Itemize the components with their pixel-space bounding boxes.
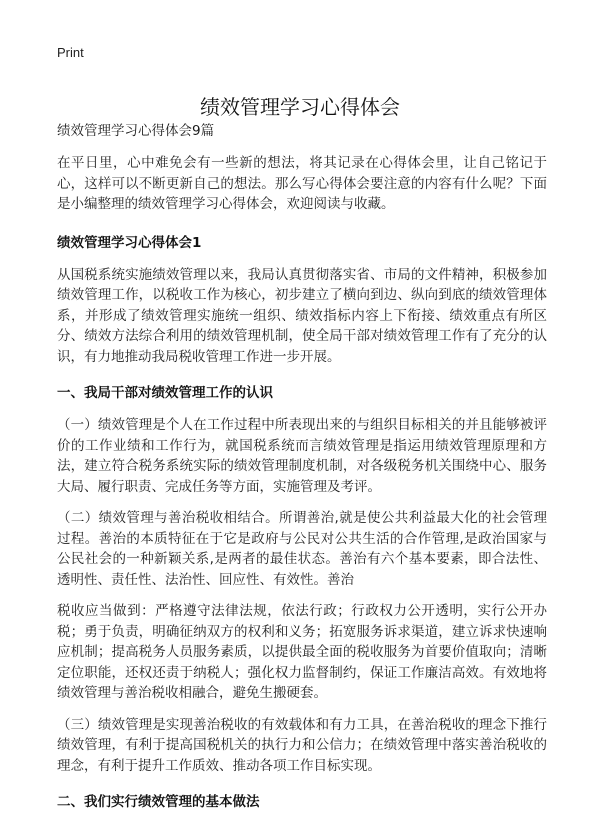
part2-heading: 二、我们实行绩效管理的基本做法 (57, 794, 260, 810)
document-subtitle: 绩效管理学习心得体会9篇 (57, 123, 215, 139)
section-heading-1: 绩效管理学习心得体会1 (57, 234, 202, 251)
part1-item-2: （二）绩效管理与善治税收相结合。所谓善治,就是使公共利益最大化的社会管理过程。善治的本质特征在于它是政府与公民对公共生活的合作管理,是政治国家与公民社会的一种新颖关系,是两者的最佳状态。善治有六个基本要素，即合法性、透明性、责任性、法治性、回应性、有效性。善治 (57, 510, 547, 588)
part1-item-3: （三）绩效管理是实现善治税收的有效载体和有力工具，在善治税收的理念下推行绩效管理，有利于提高国税机关的执行力和公信力；在绩效管理中落实善治税收的理念，有利于提升工作质效、推动各项工作目标实现。 (57, 716, 547, 774)
print-link[interactable]: Print (57, 45, 84, 60)
article-body (57, 121, 547, 824)
part1-item-1: （一）绩效管理是个人在工作过程中所表现出来的与组织目标相关的并且能够被评价的工作业绩和工作行为，就国税系统而言绩效管理是指运用绩效管理原理和方法，建立符合税务系统实际的绩效管理制度机制，对各级税务机关围绕中心、服务大局、履行职责、完成任务等方面，实施管理及考评。 (57, 417, 547, 495)
part1-item-2-continued: 税收应当做到：严格遵守法律法规，依法行政；行政权力公开透明，实行公开办税；勇于负责，明确征纳双方的权利和义务；拓宽服务诉求渠道，建立诉求快速响应机制；提高税务人员服务素质，以提供最全面的税收服务为首要价值取向；清晰定位职能，还权还责于纳税人；强化权力监督制约，保证工作廉洁高效。有效地将绩效管理与善治税收相融合，避免生搬硬套。 (57, 603, 547, 701)
page-title: 绩效管理学习心得体会 (200, 95, 400, 120)
section1-paragraph: 从国税系统实施绩效管理以来，我局认真贯彻落实省、市局的文件精神，积极参加绩效管理工作，以税收工作为核心，初步建立了横向到边、纵向到底的绩效管理体系，并形成了绩效管理实施统一组织、绩效指标内容上下衔接、绩效重点有所区分、绩效方法综合利用的绩效管理机制，使全局干部对绩效管理工作有了充分的认识，有力地推动我局税收管理工作进一步开展。 (57, 266, 547, 365)
part1-heading: 一、我局干部对绩效管理工作的认识 (57, 385, 273, 401)
intro-paragraph: 在平日里，心中难免会有一些新的想法，将其记录在心得体会里，让自己铭记于心，这样可以不断更新自己的想法。那么写心得体会要注意的内容有什么呢？下面是小编整理的绩效管理学习心得体会，欢迎阅读与收藏。 (57, 155, 547, 212)
